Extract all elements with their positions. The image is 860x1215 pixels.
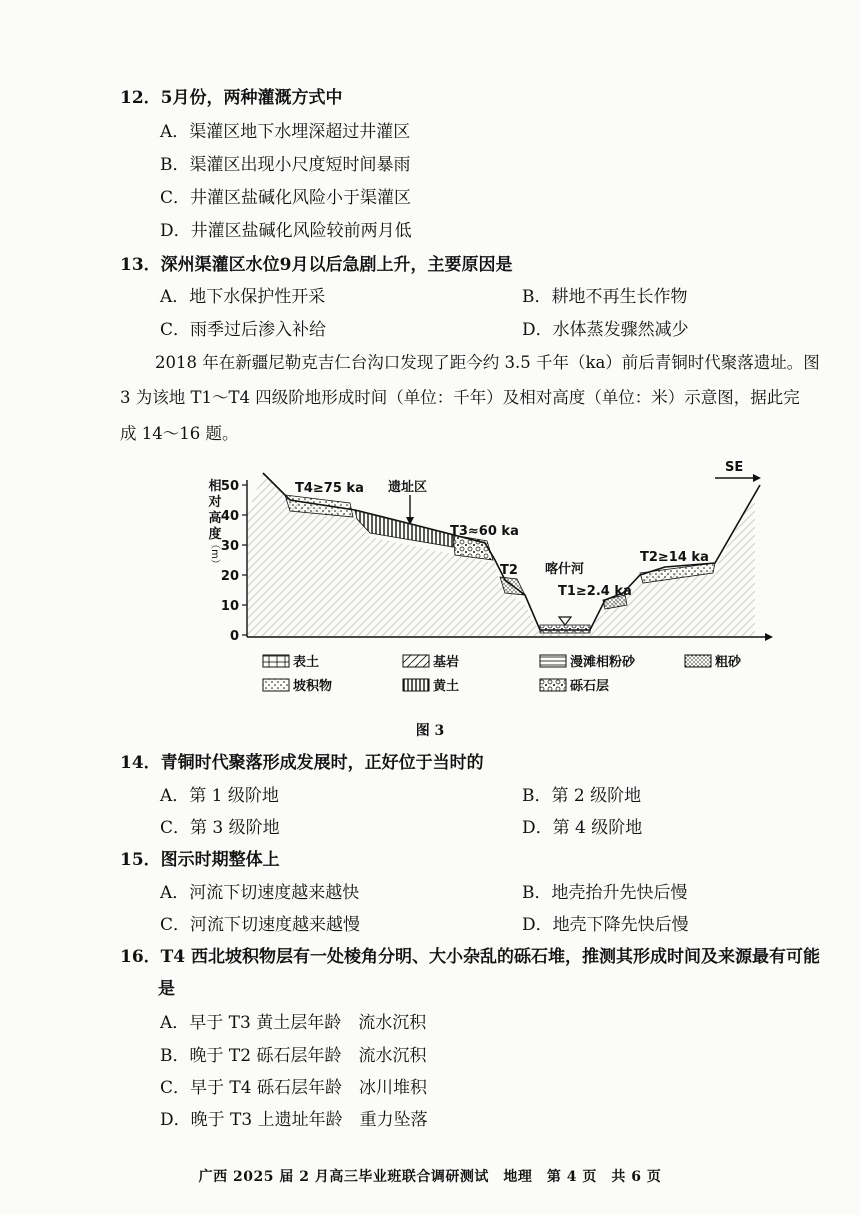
q12-stem: 12．5月份，两种灌溉方式中 [120,88,343,108]
legend-label-topsoil: 表土 [293,655,320,670]
legend [263,654,742,694]
q12-option-b: B．渠灌区出现小尺度短时间暴雨 [160,155,411,175]
direction-label: SE [725,460,744,475]
q16-option-a: A．早于 T3 黄土层年龄 流水沉积 [160,1013,427,1033]
y-label-char-4: 度 [208,527,222,542]
y-label-unit: （m） [209,539,220,569]
q16-stem-line-2: 是 [158,979,175,999]
q14-option-a: A．第 1 级阶地 [160,786,279,806]
page-footer: 广西 2025 届 2 月高三毕业班联合调研测试 地理 第 4 页 共 6 页 [198,1169,662,1185]
q13-stem: 13．深州渠灌区水位9月以后急剧上升，主要原因是 [120,255,513,275]
q12-option-d: D．井灌区盐碱化风险较前两月低 [160,221,412,241]
y-label-char-1: 相 [208,479,222,494]
y-tick-label-0: 0 [229,629,239,644]
x-axis-arrow [765,633,773,641]
q15-stem: 15．图示时期整体上 [120,850,280,870]
q15-option-b: B．地壳抬升先快后慢 [522,883,688,903]
q16-option-b: B．晚于 T2 砾石层年龄 流水沉积 [160,1046,427,1066]
q16-option-d: D．晚于 T3 上遗址年龄 重力坠落 [160,1110,428,1130]
terrace-diagram [195,455,775,705]
q13-option-a: A．地下水保护性开采 [160,287,326,307]
t1-deposit [540,625,590,633]
q16-stem-line-1: 16．T4 西北坡积物层有一处棱角分明、大小杂乱的砾石堆，推测其形成时间及来源最有可能 [120,947,821,967]
figure-caption: 图 3 [415,723,445,739]
passage-line-2: 3 为该地 T1～T4 四级阶地形成时间（单位：千年）及相对高度（单位：米）示意图，据此完 [120,388,800,407]
y-label-char-2: 对 [208,495,222,510]
y-tick-label-20: 20 [220,569,239,584]
t1-label: T1≥2.4 ka [558,584,632,599]
river-label: 喀什河 [545,562,585,577]
q15-option-c: C．河流下切速度越来越慢 [160,915,361,935]
q13-option-b: B．耕地不再生长作物 [522,287,688,307]
passage-line-3: 成 14～16 题。 [120,424,239,443]
q12-option-a: A．渠灌区地下水埋深超过井灌区 [160,122,411,142]
y-tick-label-40: 40 [220,509,239,524]
q13-option-d: D．水体蒸发骤然减少 [522,320,689,340]
y-tick-label-30: 30 [220,539,239,554]
water-level-icon [559,617,571,625]
t2-left-label: T2 [500,563,518,578]
q15-option-a: A．河流下切速度越来越快 [160,883,360,903]
q14-option-b: B．第 2 级阶地 [522,786,642,806]
q14-stem: 14．青铜时代聚落形成发展时，正好位于当时的 [120,753,484,773]
t2-right-label: T2≥14 ka [640,550,709,565]
q12-option-c: C．井灌区盐碱化风险小于渠灌区 [160,188,412,208]
q14-option-c: C．第 3 级阶地 [160,818,280,838]
q15-option-d: D．地壳下降先快后慢 [522,915,689,935]
legend-label-loess: 黄土 [433,679,460,694]
q14-option-d: D．第 4 级阶地 [522,818,643,838]
q16-option-c: C．早于 T4 砾石层年龄 冰川堆积 [160,1078,427,1098]
t3-label: T3≈60 ka [450,524,519,539]
se-arrow-head [753,474,761,482]
legend-label-gravel: 砾石层 [570,679,610,694]
legend-label-bedrock: 基岩 [433,655,460,670]
y-label-char-3: 高 [208,511,222,526]
passage-line-1: 2018 年在新疆尼勒克吉仁台沟口发现了距今约 3.5 千年（ka）前后青铜时代聚落遗址。图 [155,353,820,372]
y-ticks [242,485,247,635]
legend-label-coarse-sand: 粗砂 [715,655,742,670]
y-tick-label-50: 50 [220,479,239,494]
site-label: 遗址区 [388,480,428,495]
legend-label-colluvium: 坡积物 [293,679,333,694]
q13-option-c: C．雨季过后渗入补给 [160,320,327,340]
y-tick-label-10: 10 [220,599,239,614]
t4-label: T4≥75 ka [295,481,364,496]
legend-label-floodplain-silt: 漫滩相粉砂 [570,655,636,670]
